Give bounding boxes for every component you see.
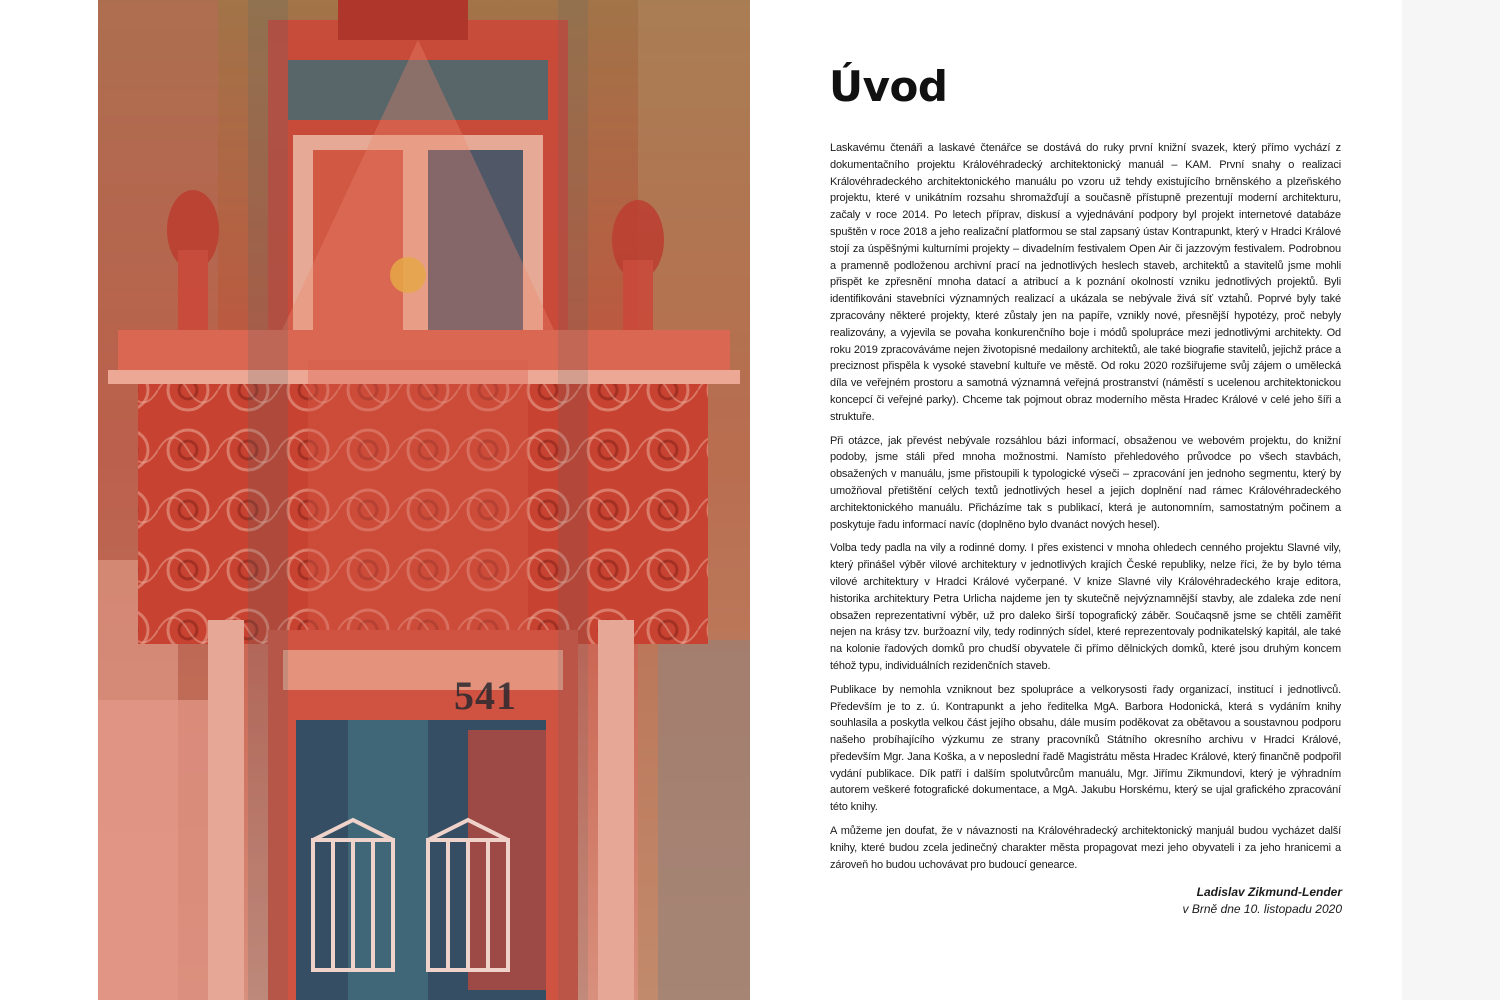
paragraph: Volba tedy padla na vily a rodinné domy. I přes existenci v mnoha ohledech cenného projektu Slavné vily, který přinášel výběr vilové architektury v jednotlivých krajích České republiky, nelze říci, že by bylo téma vilové architektury v Hradci Králové vyčerpané. V knize Slavné vily Královéhradeckého kraje editora, historika architektury Petra Urlicha najdeme jen ty skutečně nejvýznamnější stavby, ale zdaleka zde není obsažen reprezentativní výběr, už pro daleko širší topografický záběr. Součaqsně jsme se chtěli zaměřit nejen na krásy tzv. buržoazní vily, tedy rodinných sídel, které reprezentovaly podnikatelský kapitál, ale také na kolonie řadových domků pro chudší obyvatele či přímo dělnických domků, které jsou druhým koncem téhož typu, individuálních rezidenčních staveb. — [830, 542, 1341, 672]
page-title: Úvod — [829, 62, 948, 111]
facade-illustration — [98, 0, 750, 1000]
body-text — [830, 140, 1341, 880]
paragraph: Publikace by nemohla vzniknout bez spolupráce a velkorysosti řady organizací, institucí i jednotlivců. Především je to z. ú. Kontrapunkt a jeho ředitelka MgA. Barbora Hodonická, která s vydáním knihy souhlasila a poskytla velkou část jejího obsahu, dále musím poděkovat za obětavou a soustavnou podporu našeho probíhajícího výzkumu ze strany pracovníků Státního okresního archivu v Hradci Králové, především Mgr. Jana Koška, a v neposlední řadě Magistrátu města Hradec Králové, který finančně podpořil vydání publikace. Dík patří i dalším spolutvůrcům manuálu, Mgr. Jiřímu Zikmundovi, který je výhradním autorem veškeré fotografické dokumentace, a MgA. Jakubu Horskému, který se ujal grafického zpracování této knihy. — [830, 683, 1341, 814]
signature — [1183, 884, 1342, 918]
paragraph: Při otázce, jak převést nebývale rozsáhlou bázi informací, obsaženou ve webovém projektu, do knižní podoby, jsme stáli před mnoha možnostmi. Namísto přehledového průvodce po všech stavbách, obsažených v manuálu, jsme přistoupili k typologické výseči – zpracování jen jednoho segmentu, který by umožňoval přetištění celých textů jednotlivých hesel a jejich doplnění nad rámec Královéhradeckého architektonického manuálu. Přicházíme tak s publikací, která je autonomním, samostatným počinem a poskytuje řadu informací navíc (doplněno bylo dvanáct nových hesel). — [830, 434, 1341, 531]
signature-author: Ladislav Zikmund-Lender — [1196, 885, 1342, 899]
signature-place-date: v Brně dne 10. listopadu 2020 — [1182, 902, 1342, 916]
paragraph: A můžeme jen doufat, že v návaznosti na Královéhradecký architektonický manjuál budou vycházet další knihy, které budou zcela jedinečný charakter města propagovat mezi jeho obyvateli i za jeho hranicemi a zároveň ho budou uchovávat pro budoucí genearce. — [830, 825, 1341, 871]
paragraph: Laskavému čtenáři a laskavé čtenářce se dostává do ruky první knižní svazek, který přímo vychází z dokumentačního projektu Královéhradecký architektonický manuál – KAM. První snahy o realizaci Královéhradeckého architektonického manuálu po vzoru už tehdy existujícího brněnského a plzeňského projektu, které v unikátním rozsahu shromažďují a současně přístupně prezentují moderní architekturu, začaly v roce 2014. Po letech příprav, diskusí a vyjednávání podpory byl projekt internetové databáze spuštěn v roce 2018 a jeho realizační platformou se stal zapsaný ústav Kontrapunkt, který v Hradci Králové stojí za úspěšnými kulturními projekty – divadelním festivalem Open Air či jazzovým festivalem. Podrobnou a pramenně podloženou archivní prací na jednotlivých heslech staveb, architektů a stavitelů jsme mohli přispět ke zpřesnění mnoha datací a atribucí a k poznání okolností vzniku jednotlivých projektů. Byli identifikováni stavebníci významných realizací a ukázala se nebývale živá síť vztahů. Poprvé byly také zpracovány některé projekty, které zůstaly jen na papíře, vznikly nové, přesnější hypotézy, proč nebyly realizovány, a vyjevila se povaha konkurenčního boje i módů spolupráce mezi jednotlivými architekty. Od roku 2019 zpracováváme nejen životopisné medailony architektů, ale také biografie stavitelů, jejichž práce a preciznost přispěla k vysoké stavební kultuře ve městě. Od roku 2020 rozšiřujeme svůj zájem o umělecká díla ve veřejném prostoru a samotná významná veřejná prostranství (náměstí s ucelenou architektonickou koncepcí či veřejné parky). Chceme tak pojmout obraz moderního města Hradec Králové v celé jeho šíři a struktuře. — [830, 142, 1341, 423]
text-page — [750, 0, 1402, 1000]
house-number: 541 — [454, 673, 517, 718]
page-edge — [1402, 0, 1500, 1000]
facade-artwork — [98, 0, 750, 1000]
